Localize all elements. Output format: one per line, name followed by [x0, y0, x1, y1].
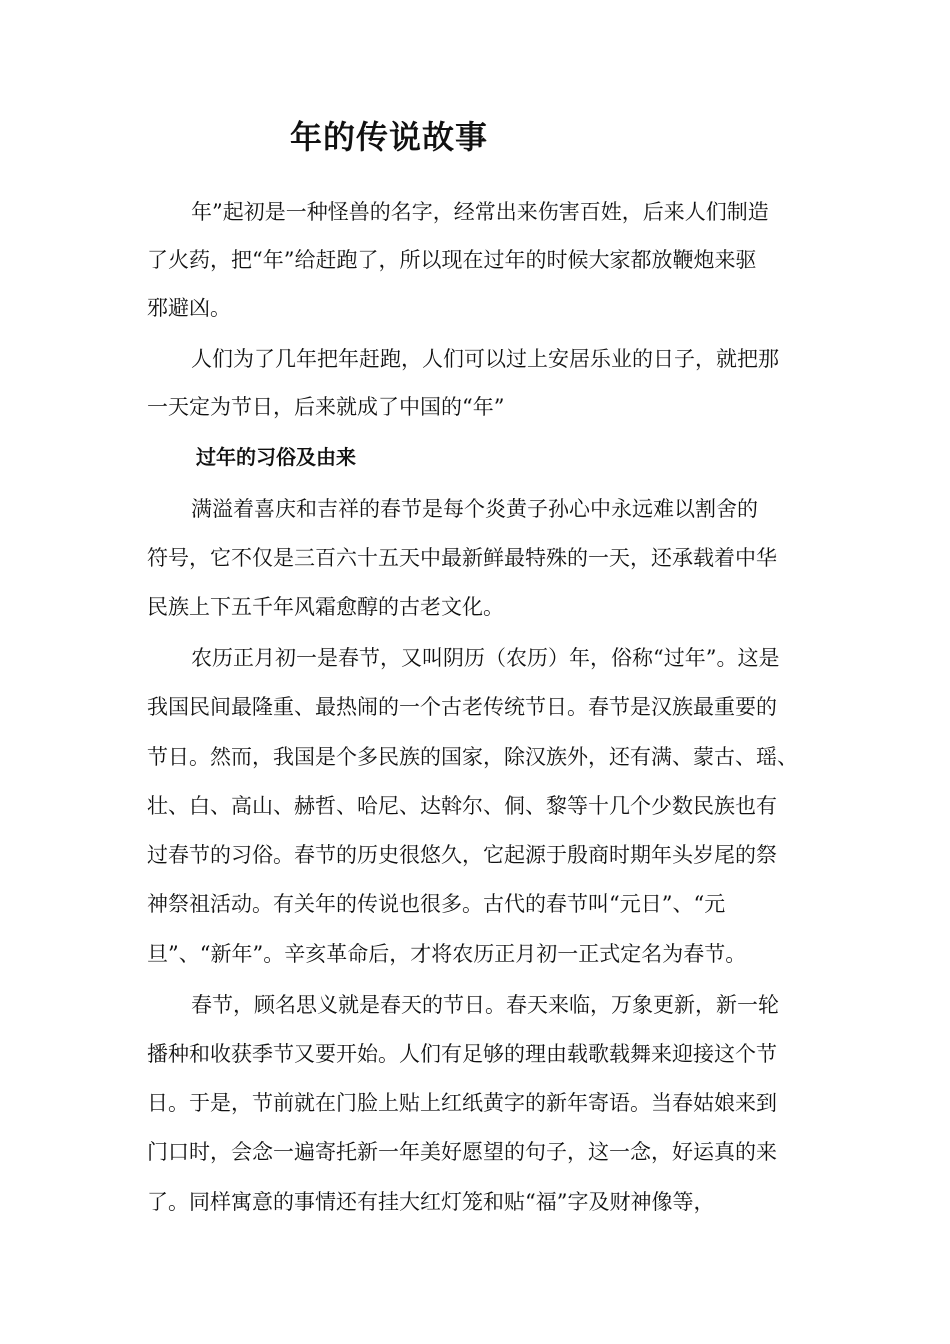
- document-title: 年的传说故事: [290, 118, 489, 156]
- paragraph-4-line-5: 过春节的习俗。春节的历史很悠久，它起源于殷商时期年头岁尾的祭: [147, 843, 777, 867]
- paragraph-1-line-2: 了火药，把“年”给赶跑了，所以现在过年的时候大家都放鞭炮来驱: [147, 248, 757, 272]
- section-subheading: 过年的习俗及由来: [196, 445, 356, 469]
- paragraph-1-line-1: 年”起初是一种怪兽的名字，经常出来伤害百姓，后来人们制造: [191, 200, 769, 224]
- paragraph-5-line-2: 播种和收获季节又要开始。人们有足够的理由载歌载舞来迎接这个节: [147, 1042, 777, 1066]
- paragraph-3-line-1: 满溢着喜庆和吉祥的春节是每个炎黄子孙心中永远难以割舍的: [191, 497, 758, 521]
- paragraph-5-line-5: 了。同样寓意的事情还有挂大红灯笼和贴“福”字及财神像等，: [147, 1190, 715, 1214]
- paragraph-1-line-3: 邪避凶。: [147, 296, 231, 320]
- paragraph-5-line-1: 春节，顾名思义就是春天的节日。春天来临，万象更新，新一轮: [191, 993, 779, 1017]
- paragraph-4-line-4: 壮、白、高山、赫哲、哈尼、达斡尔、侗、黎等十几个少数民族也有: [147, 794, 777, 818]
- paragraph-3-line-2: 符号，它不仅是三百六十五天中最新鲜最特殊的一天，还承载着中华: [147, 546, 777, 570]
- paragraph-2-line-1: 人们为了几年把年赶跑，人们可以过上安居乐业的日子，就把那: [191, 347, 779, 371]
- paragraph-4-line-1: 农历正月初一是春节，又叫阴历（农历）年，俗称“过年”。这是: [191, 646, 780, 670]
- paragraph-2-line-2: 一天定为节日，后来就成了中国的“年”: [147, 395, 505, 419]
- paragraph-4-line-6: 神祭祖活动。有关年的传说也很多。古代的春节叫“元日”、“元: [147, 892, 726, 916]
- paragraph-5-line-4: 门口时，会念一遍寄托新一年美好愿望的句子，这一念，好运真的来: [147, 1140, 777, 1164]
- paragraph-4-line-2: 我国民间最隆重、最热闹的一个古老传统节日。春节是汉族最重要的: [147, 695, 777, 719]
- paragraph-3-line-3: 民族上下五千年风霜愈醇的古老文化。: [147, 595, 504, 619]
- paragraph-4-line-3: 节日。然而，我国是个多民族的国家，除汉族外，还有满、蒙古、瑶、: [147, 745, 798, 769]
- paragraph-4-line-7: 旦”、“新年”。辛亥革命后，才将农历正月初一正式定名为春节。: [147, 942, 747, 966]
- paragraph-5-line-3: 日。于是，节前就在门脸上贴上红纸黄字的新年寄语。当春姑娘来到: [147, 1091, 777, 1115]
